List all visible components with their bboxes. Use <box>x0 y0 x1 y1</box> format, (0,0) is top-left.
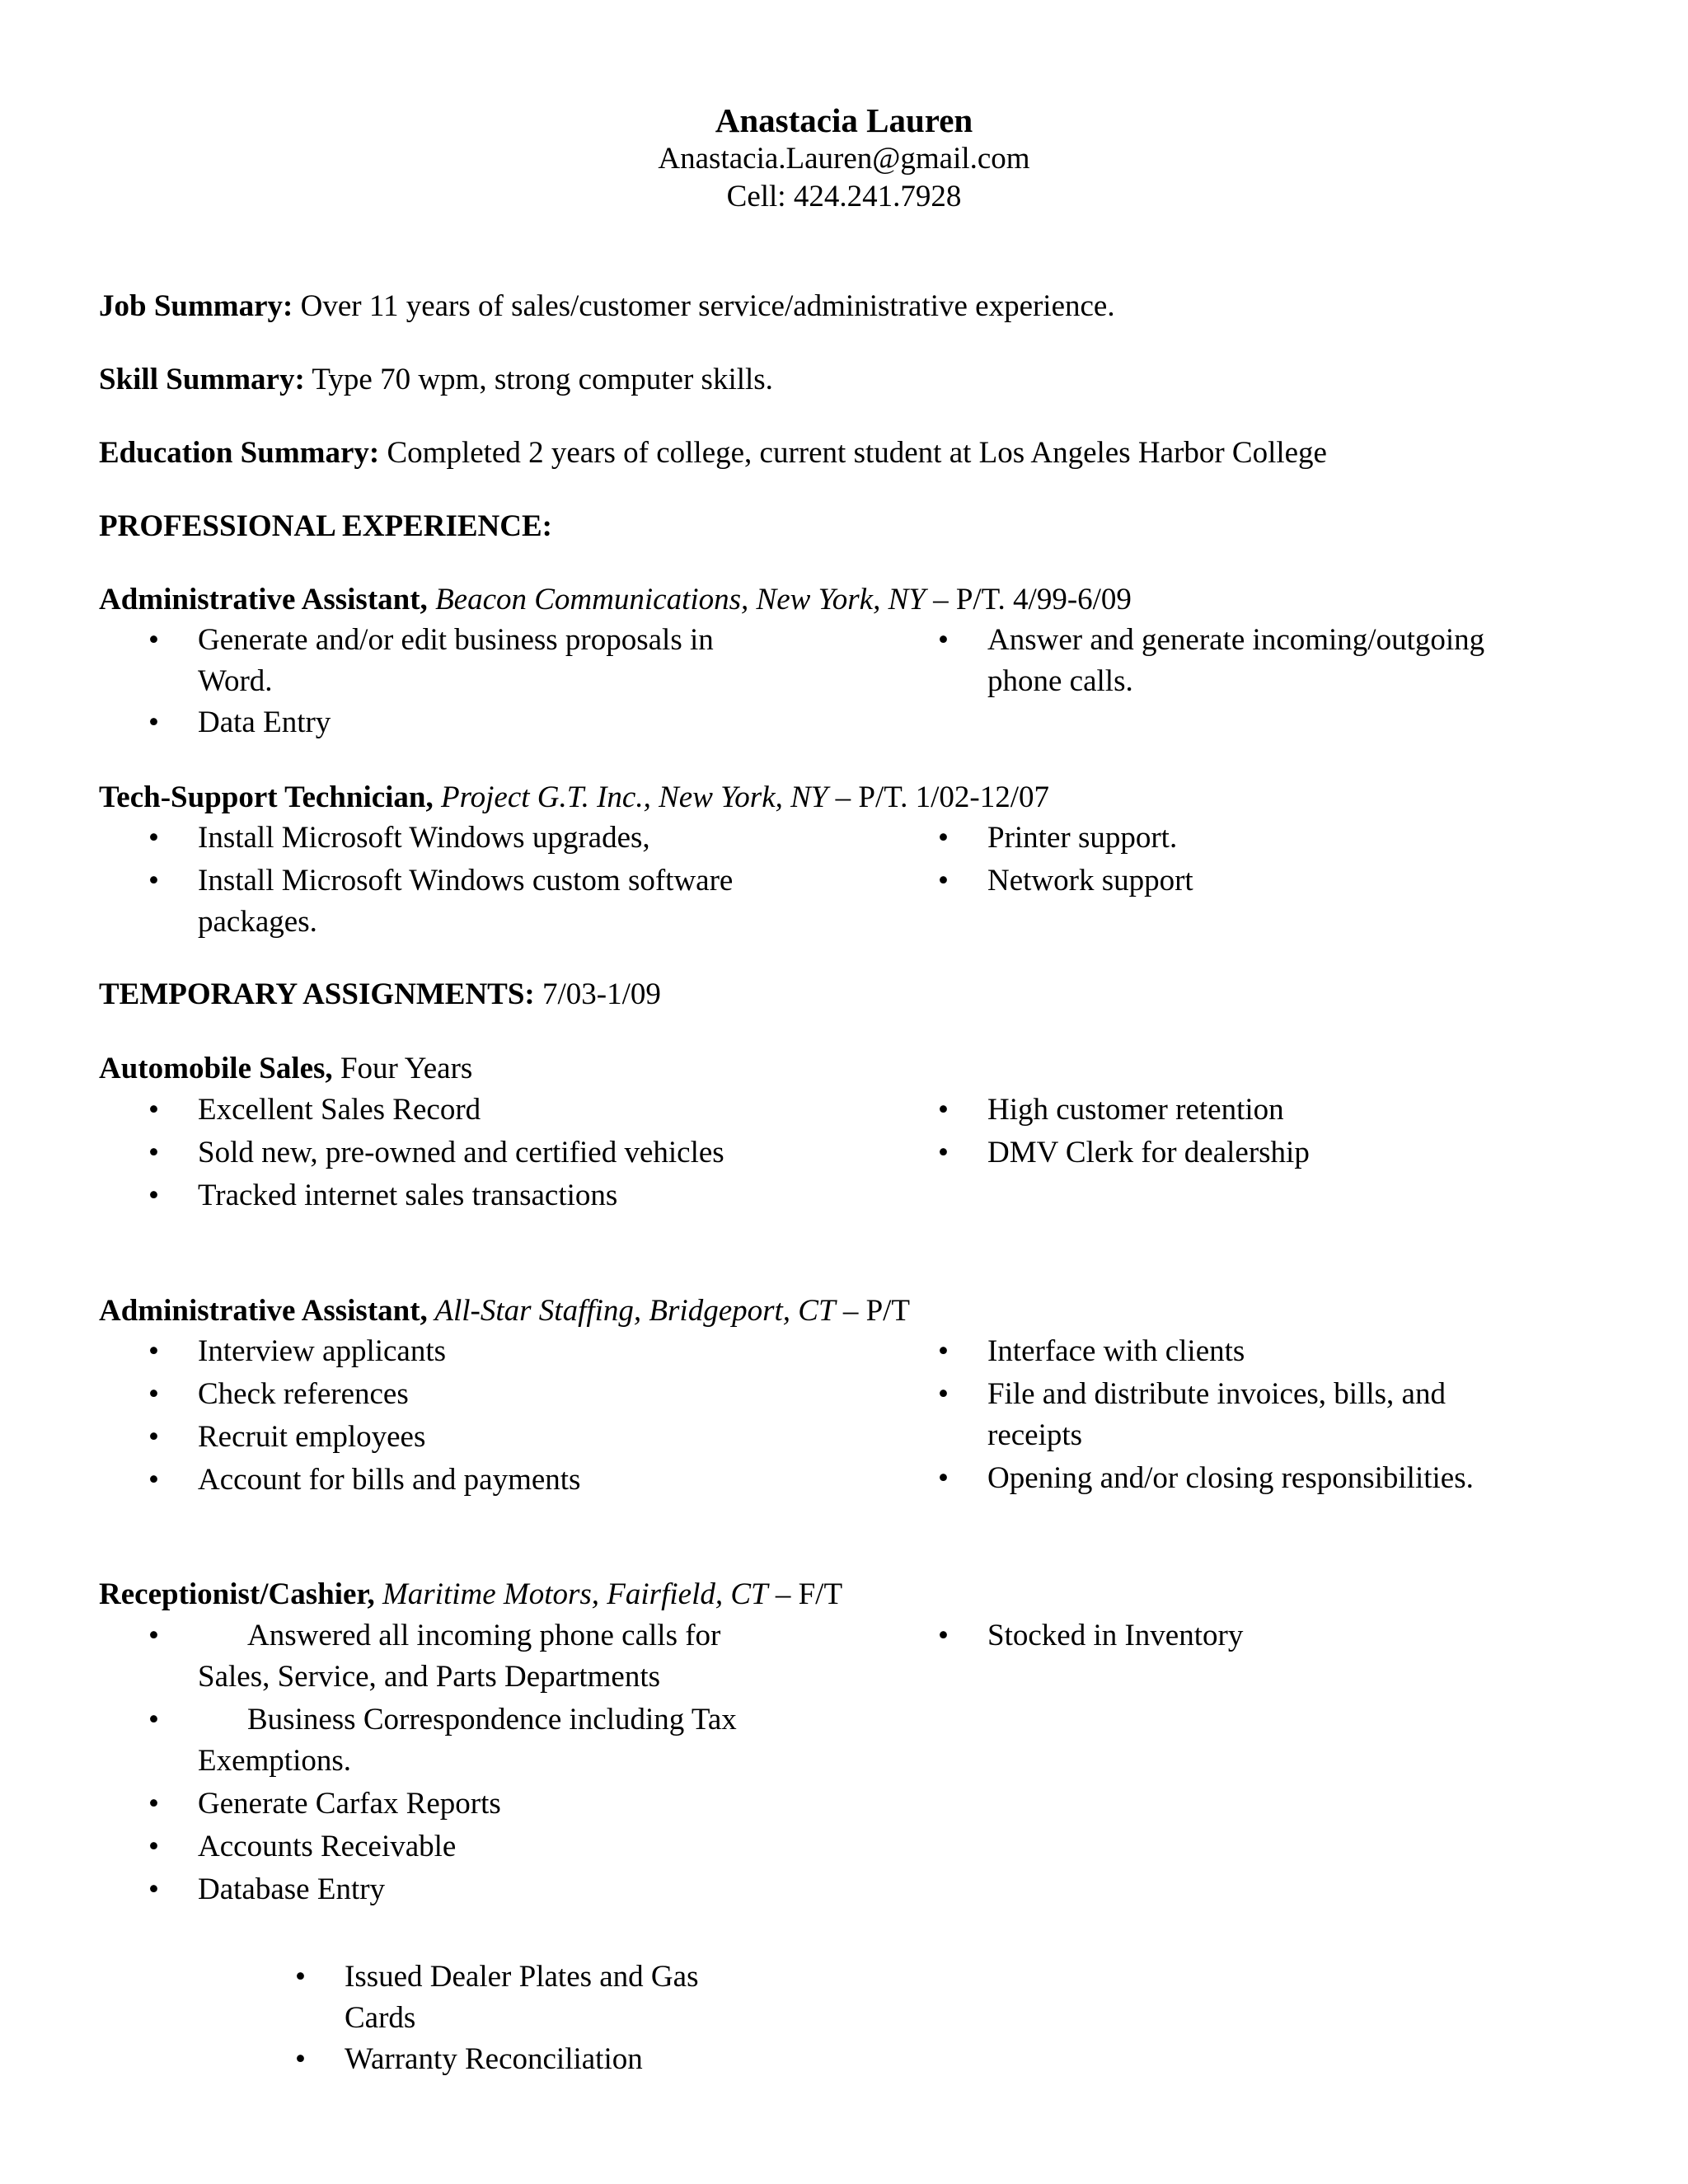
bullet-icon: • <box>148 1093 159 1127</box>
list-item: • Printer support. <box>987 818 1548 859</box>
list-item: • Account for bills and payments <box>198 1460 791 1501</box>
bullet-icon: • <box>148 864 159 898</box>
job-company: All-Star Staffing, Bridgeport, CT <box>427 1294 836 1328</box>
temporary-dates: 7/03-1/09 <box>534 977 661 1011</box>
bullet-icon: • <box>148 1179 159 1212</box>
job-title: Tech-Support Technician, <box>99 780 434 814</box>
temporary-label: TEMPORARY ASSIGNMENTS: <box>99 977 535 1011</box>
list-item: • Stocked in Inventory <box>987 1615 1548 1657</box>
candidate-email: Anastacia.Lauren@gmail.com <box>658 142 1030 176</box>
job-duties-left <box>148 1615 791 1910</box>
bullet-icon: • <box>148 1830 159 1863</box>
list-item: • Warranty Reconciliation <box>345 2039 773 2080</box>
job-duties-left <box>148 1090 791 1216</box>
list-item: • Answered all incoming phone calls for Sales, Service, and Parts Departments <box>198 1615 791 1698</box>
bullet-icon: • <box>938 1136 949 1169</box>
job-title: Administrative Assistant, <box>99 1294 428 1328</box>
list-item: • Accounts Receivable <box>198 1826 791 1868</box>
list-item: • Interview applicants <box>198 1331 791 1372</box>
list-item: • Generate and/or edit business proposals in Word. <box>198 620 791 702</box>
candidate-phone: Cell: 424.241.7928 <box>726 180 962 213</box>
list-item: • Install Microsoft Windows custom software packages. <box>198 860 791 943</box>
job-title: Receptionist/Cashier, <box>99 1577 375 1611</box>
list-item: • File and distribute invoices, bills, and receipts <box>987 1374 1548 1456</box>
job-duties-extra <box>295 1957 773 2080</box>
bullet-icon: • <box>938 1377 949 1411</box>
bullet-icon: • <box>938 1334 949 1368</box>
job-title: Administrative Assistant, <box>99 583 428 616</box>
bullet-icon: • <box>295 2042 306 2076</box>
bullet-icon: • <box>938 1619 949 1652</box>
job-dates: – P/T. 1/02-12/07 <box>828 780 1049 814</box>
bullet-icon: • <box>148 1619 159 1652</box>
list-item: • Business Correspondence including Tax Exemptions. <box>198 1699 791 1782</box>
bullet-icon: • <box>938 1093 949 1127</box>
list-item: • Recruit employees <box>198 1417 791 1458</box>
job-dates: – P/T <box>835 1294 911 1328</box>
job-heading <box>99 1574 842 1615</box>
job-duties-right <box>938 1331 1548 1499</box>
job-duties-right <box>938 1090 1548 1174</box>
skill-summary-label: Skill Summary: <box>99 363 305 396</box>
list-item: • DMV Clerk for dealership <box>987 1132 1548 1174</box>
list-item: • Interface with clients <box>987 1331 1548 1372</box>
job-summary-label: Job Summary: <box>99 289 293 323</box>
list-item: • Sold new, pre-owned and certified vehicles <box>198 1132 791 1174</box>
job-heading <box>99 579 1132 621</box>
job-duties-right <box>938 818 1548 902</box>
bullet-icon: • <box>938 623 949 657</box>
candidate-name: Anastacia Lauren <box>715 101 973 139</box>
list-item: • Tracked internet sales transactions <box>198 1175 791 1216</box>
list-item: • Opening and/or closing responsibilities. <box>987 1458 1548 1499</box>
bullet-icon: • <box>148 1377 159 1411</box>
list-item: • Generate Carfax Reports <box>198 1783 791 1825</box>
job-dates: – P/T. 4/99-6/09 <box>925 583 1132 616</box>
bullet-icon: • <box>938 821 949 855</box>
bullet-icon: • <box>148 821 159 855</box>
skill-summary-text: Type 70 wpm, strong computer skills. <box>304 363 773 396</box>
list-item: • Network support <box>987 860 1548 902</box>
job-company: Maritime Motors, Fairfield, CT <box>374 1577 768 1611</box>
job-summary-text: Over 11 years of sales/customer service/administrative experience. <box>293 289 1115 323</box>
list-item: • Check references <box>198 1374 791 1415</box>
bullet-icon: • <box>148 1463 159 1497</box>
bullet-icon: • <box>148 1136 159 1169</box>
list-item: • High customer retention <box>987 1090 1548 1131</box>
bullet-icon: • <box>148 1703 159 1736</box>
job-duties-right <box>938 620 1548 702</box>
job-duties-right <box>938 1615 1548 1657</box>
education-summary-text: Completed 2 years of college, current student at Los Angeles Harbor College <box>379 436 1327 470</box>
bullet-icon: • <box>148 623 159 657</box>
bullet-icon: • <box>295 1960 306 1994</box>
temporary-assignments-heading <box>99 974 661 1015</box>
list-item: • Data Entry <box>198 702 791 743</box>
education-summary <box>99 433 1327 474</box>
skill-summary <box>99 359 773 401</box>
bullet-icon: • <box>148 1334 159 1368</box>
job-heading <box>99 1048 472 1090</box>
job-duties-left <box>148 620 791 743</box>
bullet-icon: • <box>148 1420 159 1454</box>
job-duties-left <box>148 1331 791 1501</box>
list-item: • Excellent Sales Record <box>198 1090 791 1131</box>
professional-experience-heading: PROFESSIONAL EXPERIENCE: <box>99 509 552 543</box>
job-summary <box>99 286 1115 327</box>
job-dates: – F/T <box>767 1577 843 1611</box>
job-dates: Four Years <box>332 1052 473 1085</box>
bullet-icon: • <box>938 1461 949 1495</box>
job-heading <box>99 777 1049 818</box>
job-duties-left <box>148 818 791 943</box>
list-item: • Install Microsoft Windows upgrades, <box>198 818 791 859</box>
bullet-icon: • <box>938 864 949 898</box>
list-item: • Answer and generate incoming/outgoing phone calls. <box>987 620 1548 702</box>
job-company: Beacon Communications, New York, NY <box>427 583 926 616</box>
bullet-icon: • <box>148 1872 159 1906</box>
list-item: • Issued Dealer Plates and Gas Cards <box>345 1957 773 2039</box>
job-company: Project G.T. Inc., New York, NY <box>433 780 828 814</box>
job-heading <box>99 1291 910 1332</box>
list-item: • Database Entry <box>198 1869 791 1910</box>
job-title: Automobile Sales, <box>99 1052 333 1085</box>
bullet-icon: • <box>148 1787 159 1821</box>
bullet-icon: • <box>148 705 159 739</box>
education-summary-label: Education Summary: <box>99 436 380 470</box>
